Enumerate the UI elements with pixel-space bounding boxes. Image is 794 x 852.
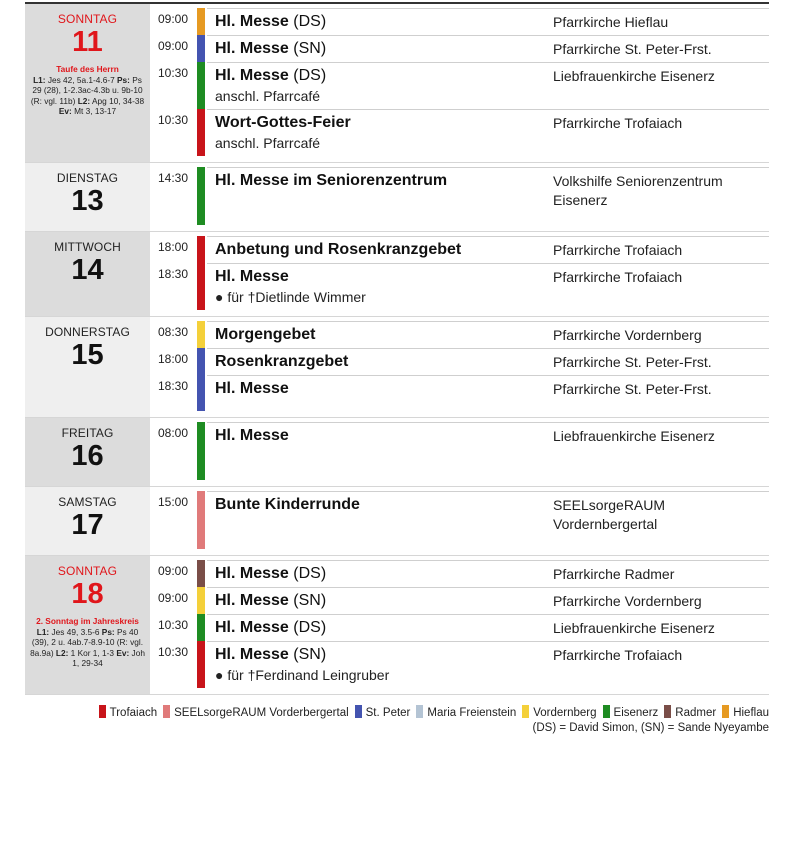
event-note: ● für †Ferdinand Leingruber [215, 667, 390, 683]
event-title-text: Morgengebet [215, 326, 316, 343]
parish-color-bar [197, 62, 205, 109]
celebrant-code: (SN) [288, 592, 327, 609]
event-location: Pfarrkirche Trofaiach [553, 115, 683, 131]
event-time: 10:30 [158, 113, 189, 127]
legend-label: Vordernberg [533, 707, 597, 719]
celebrant-code: (SN) [288, 646, 327, 663]
event-title [215, 591, 553, 611]
event-title [215, 113, 553, 133]
reading-ref: Joh 1, 29-34 [72, 647, 145, 668]
event-location: SEELsorgeRAUM Vordernbergertal [553, 497, 666, 532]
legend-item [722, 705, 769, 721]
legend-swatch-icon [664, 705, 671, 718]
parish-color-bar [197, 35, 205, 62]
event-title [215, 618, 553, 638]
event-title-text: Hl. Messe [215, 40, 289, 57]
event-title [215, 12, 553, 32]
weekday-label: SAMSTAG [58, 495, 117, 509]
celebrant-code: (DS) [288, 565, 327, 582]
parish-color-bar [197, 348, 205, 375]
event-time: 08:30 [158, 325, 189, 339]
legend-label: Trofaiach [109, 707, 158, 719]
parish-color-bar [197, 8, 205, 35]
event-title-text: Hl. Messe [215, 380, 289, 397]
event-list [150, 163, 769, 231]
event-title-text: Hl. Messe [215, 67, 289, 84]
color-legend [25, 705, 769, 736]
weekday-label: SONNTAG [57, 12, 118, 26]
reading-ref: Apg 10, 34-38 [90, 95, 145, 106]
reading-ref: 1 Kor 1, 1-3 [68, 647, 117, 658]
event-time: 09:00 [158, 12, 189, 26]
event-title-block [207, 615, 553, 641]
event-list [150, 487, 769, 555]
reading-ref: Jes 49, 3.5-6 [49, 627, 102, 637]
event-title-text: Hl. Messe [215, 13, 289, 30]
event-title-block [207, 588, 553, 614]
event-time: 18:30 [158, 267, 189, 281]
event-location: Pfarrkirche Hieflau [553, 14, 669, 30]
day-header [25, 232, 150, 316]
event-title [215, 66, 553, 86]
legend-label: Hieflau [733, 707, 769, 719]
feast-title: 2. Sonntag im Jahreskreis [36, 616, 139, 626]
event-time: 18:00 [158, 352, 189, 366]
event-title-text: Hl. Messe [215, 619, 289, 636]
event-list [150, 556, 769, 694]
event-title-text: Hl. Messe [215, 427, 289, 444]
date-number: 13 [71, 185, 104, 217]
reading-label: Ev: [116, 647, 130, 658]
event-time: 14:30 [158, 171, 189, 185]
event-body [207, 236, 769, 263]
day-header [25, 487, 150, 555]
event-item [150, 560, 769, 587]
day-row [25, 487, 769, 556]
legend-label: Radmer [675, 707, 717, 719]
parish-color-bar [197, 321, 205, 348]
celebrant-code: (DS) [288, 13, 327, 30]
event-item [150, 35, 769, 62]
reading-ref: Mt 3, 13-17 [71, 105, 117, 116]
legend-label: Eisenerz [613, 707, 659, 719]
event-location: Pfarrkirche St. Peter-Frst. [553, 381, 712, 397]
event-location: Pfarrkirche Vordernberg [553, 327, 702, 343]
parish-color-bar [197, 422, 205, 480]
event-list [150, 418, 769, 486]
day-list [25, 4, 769, 695]
event-item [150, 422, 769, 480]
event-title [215, 171, 553, 191]
event-time: 09:00 [158, 591, 189, 605]
weekday-label: FREITAG [61, 426, 114, 440]
reading-label: L2: [77, 95, 91, 106]
event-title [215, 325, 553, 345]
event-location: Volkshilfe Seniorenzentrum Eisenerz [553, 173, 723, 208]
event-title-text: Hl. Messe [215, 592, 289, 609]
event-title-text: Hl. Messe [215, 646, 289, 663]
event-time: 08:00 [158, 426, 189, 440]
day-row [25, 418, 769, 487]
schedule-page [25, 0, 769, 736]
event-location: Pfarrkirche Radmer [553, 566, 675, 582]
liturgical-readings [25, 74, 150, 116]
event-body [207, 641, 769, 688]
celebrant-legend-note: (DS) = David Simon, (SN) = Sande Nyeyambe [532, 722, 769, 734]
reading-ref: Ps 40 (39), 2 u. 4ab.7-8.9-10 (R: vgl. 8a.9a) [30, 627, 144, 658]
event-title-text: Hl. Messe im Seniorenzentrum [215, 172, 448, 189]
event-title-text: Wort-Gottes-Feier [215, 114, 351, 131]
event-item [150, 8, 769, 35]
day-header [25, 317, 150, 417]
date-number: 14 [71, 254, 104, 286]
feast-title: Taufe des Herrn [56, 64, 119, 74]
reading-label: Ps: [101, 627, 115, 637]
parish-color-bar [197, 263, 205, 310]
event-title [215, 564, 553, 584]
legend-label: St. Peter [365, 707, 411, 719]
event-item [150, 62, 769, 109]
date-number: 16 [71, 440, 104, 472]
date-number: 18 [71, 578, 104, 610]
event-location: Liebfrauenkirche Eisenerz [553, 620, 715, 636]
celebrant-code: (DS) [288, 619, 327, 636]
parish-color-bar [197, 236, 205, 263]
event-title-block [207, 9, 553, 35]
legend-swatch-icon [355, 705, 362, 718]
event-title-block [207, 322, 553, 348]
event-title [215, 267, 553, 287]
event-title-block [207, 36, 553, 62]
day-header [25, 163, 150, 231]
legend-label: Maria Freienstein [427, 707, 517, 719]
legend-item [355, 705, 411, 721]
weekday-label: DONNERSTAG [45, 325, 130, 339]
event-title [215, 426, 553, 446]
event-item [150, 491, 769, 549]
event-item [150, 263, 769, 310]
event-time: 15:00 [158, 495, 189, 509]
day-header [25, 556, 150, 694]
event-body [207, 263, 769, 310]
event-body [207, 167, 769, 225]
reading-label: L1: [36, 627, 50, 637]
weekday-label: SONNTAG [57, 564, 118, 578]
event-title [215, 39, 553, 59]
legend-label: SEELsorgeRAUM Vorderbergertal [174, 707, 349, 719]
parish-color-bar [197, 560, 205, 587]
event-note: anschl. Pfarrcafé [215, 88, 321, 104]
parish-color-bar [197, 587, 205, 614]
event-title [215, 352, 553, 372]
event-item [150, 614, 769, 641]
event-title-block [207, 492, 553, 549]
day-row [25, 317, 769, 418]
event-location: Liebfrauenkirche Eisenerz [553, 68, 715, 84]
reading-label: L2: [55, 647, 69, 658]
event-body [207, 109, 769, 156]
event-body [207, 35, 769, 62]
event-note: ● für †Dietlinde Wimmer [215, 289, 366, 305]
reading-ref: Ps 29 (28), 1-2.3ac-4.3b u. 9b-10 (R: vgl. 11b) [30, 75, 143, 106]
event-item [150, 375, 769, 411]
event-title-block [207, 168, 553, 225]
event-body [207, 321, 769, 348]
event-item [150, 167, 769, 225]
event-item [150, 348, 769, 375]
reading-label: L1: [33, 75, 46, 85]
date-number: 17 [71, 509, 104, 541]
parish-color-bar [197, 375, 205, 411]
event-title-block [207, 376, 553, 411]
event-title-text: Hl. Messe [215, 268, 289, 285]
event-item [150, 587, 769, 614]
day-row [25, 163, 769, 232]
liturgical-readings [25, 626, 150, 668]
event-body [207, 62, 769, 109]
legend-swatch-icon [99, 705, 106, 718]
event-body [207, 8, 769, 35]
event-body [207, 491, 769, 549]
legend-item [603, 705, 659, 721]
event-list [150, 232, 769, 316]
event-title-block [207, 264, 553, 310]
event-location: Liebfrauenkirche Eisenerz [553, 428, 715, 444]
legend-swatch-icon [603, 705, 610, 718]
event-time: 09:00 [158, 39, 189, 53]
event-title-text: Hl. Messe [215, 565, 289, 582]
day-row [25, 232, 769, 317]
reading-ref: Jes 42, 5a.1-4.6-7 [45, 75, 118, 85]
parish-color-bar [197, 614, 205, 641]
event-title-text: Rosenkranzgebet [215, 353, 349, 370]
event-title-block [207, 110, 553, 156]
event-time: 09:00 [158, 564, 189, 578]
event-location: Pfarrkirche Trofaiach [553, 242, 683, 258]
event-time: 10:30 [158, 645, 189, 659]
legend-swatch-icon [163, 705, 170, 718]
event-body [207, 614, 769, 641]
parish-color-bar [197, 491, 205, 549]
event-title [215, 379, 553, 399]
event-location: Pfarrkirche Trofaiach [553, 269, 683, 285]
day-header [25, 4, 150, 162]
celebrant-code: (SN) [288, 40, 327, 57]
event-body [207, 422, 769, 480]
legend-item [416, 705, 516, 721]
celebrant-code: (DS) [288, 67, 327, 84]
reading-label: Ps: [117, 75, 130, 85]
parish-color-bar [197, 641, 205, 688]
event-title-block [207, 349, 553, 375]
legend-item [99, 705, 158, 721]
date-number: 15 [71, 339, 104, 371]
event-item [150, 321, 769, 348]
event-list [150, 317, 769, 417]
weekday-label: MITTWOCH [54, 240, 121, 254]
event-location: Pfarrkirche Trofaiach [553, 647, 683, 663]
event-location: Pfarrkirche St. Peter-Frst. [553, 41, 712, 57]
legend-swatch-icon [416, 705, 423, 718]
event-time: 18:00 [158, 240, 189, 254]
event-body [207, 375, 769, 411]
legend-item [522, 705, 596, 721]
day-row [25, 556, 769, 695]
weekday-label: DIENSTAG [56, 171, 119, 185]
event-title-block [207, 561, 553, 587]
legend-item [163, 705, 349, 721]
parish-color-bar [197, 167, 205, 225]
event-title [215, 495, 553, 515]
day-row [25, 4, 769, 163]
event-title [215, 240, 553, 260]
date-number: 11 [72, 26, 103, 58]
legend-item [664, 705, 716, 721]
event-body [207, 587, 769, 614]
event-list [150, 4, 769, 162]
legend-swatch-icon [722, 705, 729, 718]
event-title-block [207, 423, 553, 480]
reading-label: Ev: [58, 105, 72, 116]
event-note: anschl. Pfarrcafé [215, 135, 321, 151]
event-item [150, 236, 769, 263]
event-time: 10:30 [158, 66, 189, 80]
legend-swatch-icon [522, 705, 529, 718]
event-title-block [207, 642, 553, 688]
event-time: 18:30 [158, 379, 189, 393]
day-header [25, 418, 150, 486]
event-body [207, 348, 769, 375]
event-location: Pfarrkirche Vordernberg [553, 593, 702, 609]
event-body [207, 560, 769, 587]
event-title-text: Anbetung und Rosenkranzgebet [215, 241, 462, 258]
parish-color-bar [197, 109, 205, 156]
event-item [150, 109, 769, 156]
event-time: 10:30 [158, 618, 189, 632]
event-title-text: Bunte Kinderrunde [215, 496, 360, 513]
event-title-block [207, 237, 553, 263]
event-item [150, 641, 769, 688]
event-title-block [207, 63, 553, 109]
event-location: Pfarrkirche St. Peter-Frst. [553, 354, 712, 370]
event-title [215, 645, 553, 665]
